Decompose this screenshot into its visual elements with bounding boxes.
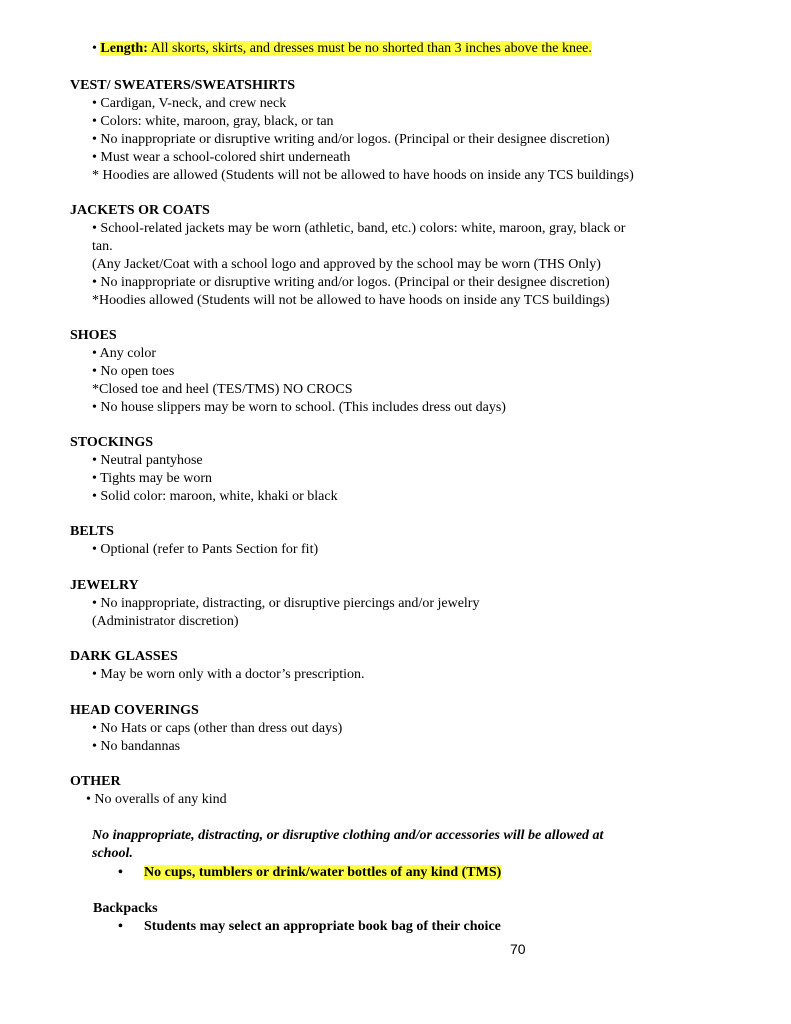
belts-heading: BELTS	[70, 524, 114, 539]
other-item: • No overalls of any kind	[86, 792, 227, 807]
vest-item: • Must wear a school-colored shirt underneath	[92, 150, 351, 165]
vest-item: • Colors: white, maroon, gray, black, or tan	[92, 114, 334, 129]
backpacks-text: Students may select an appropriate book bag of their choice	[144, 919, 501, 934]
vest-heading: VEST/ SWEATERS/SWEATSHIRTS	[70, 78, 296, 93]
vest-item: • Cardigan, V-neck, and crew neck	[92, 96, 287, 111]
jewelry-heading: JEWELRY	[70, 578, 139, 593]
head-item: • No bandannas	[92, 739, 181, 754]
jewelry-item: • No inappropriate, distracting, or disruptive piercings and/or jewelry	[92, 596, 480, 611]
stockings-item: • Solid color: maroon, white, khaki or black	[92, 489, 338, 504]
cups-text: No cups, tumblers or drink/water bottles of any kind (TMS)	[144, 865, 502, 880]
head-item: • No Hats or caps (other than dress out days)	[92, 721, 343, 736]
length-text: All skorts, skirts, and dresses must be no shorted than 3 inches above the knee.	[147, 41, 592, 56]
head-heading: HEAD COVERINGS	[70, 703, 199, 718]
page-number: 70	[510, 941, 526, 957]
shoes-item: • Any color	[92, 346, 157, 361]
jewelry-item: (Administrator discretion)	[92, 614, 239, 629]
stockings-heading: STOCKINGS	[70, 435, 153, 450]
other-note-line2: school.	[92, 846, 133, 861]
length-highlight	[100, 41, 592, 56]
belts-item: • Optional (refer to Pants Section for fit)	[92, 542, 319, 557]
vest-item: * Hoodies are allowed (Students will not be allowed to have hoods on inside any TCS buildings)	[92, 168, 634, 183]
stockings-item: • Neutral pantyhose	[92, 453, 203, 468]
vest-item: • No inappropriate or disruptive writing and/or logos. (Principal or their designee discretion)	[92, 132, 610, 147]
stockings-item: • Tights may be worn	[92, 471, 213, 486]
jackets-item: • School-related jackets may be worn (athletic, band, etc.) colors: white, maroon, gray, black or	[92, 221, 626, 236]
glasses-item: • May be worn only with a doctor’s prescription.	[92, 667, 365, 682]
backpacks-rule	[118, 918, 501, 936]
backpacks-bullet: •	[118, 919, 123, 934]
jackets-item: tan.	[92, 239, 113, 254]
jackets-item: *Hoodies allowed (Students will not be allowed to have hoods on inside any TCS buildings)	[92, 293, 610, 308]
shoes-heading: SHOES	[70, 328, 117, 343]
cups-bullet: •	[118, 865, 123, 880]
glasses-heading: DARK GLASSES	[70, 649, 178, 664]
length-label: Length:	[100, 41, 148, 56]
other-heading: OTHER	[70, 774, 121, 789]
shoes-item: • No house slippers may be worn to school. (This includes dress out days)	[92, 400, 506, 415]
jackets-item: (Any Jacket/Coat with a school logo and approved by the school may be worn (THS Only)	[92, 257, 601, 272]
shoes-item: *Closed toe and heel (TES/TMS) NO CROCS	[92, 382, 353, 397]
length-rule	[92, 40, 592, 58]
length-bullet: •	[92, 41, 97, 56]
jackets-heading: JACKETS OR COATS	[70, 203, 210, 218]
backpacks-heading: Backpacks	[93, 901, 158, 916]
other-note-line1: No inappropriate, distracting, or disruptive clothing and/or accessories will be allowed at	[92, 828, 604, 843]
shoes-item: • No open toes	[92, 364, 175, 379]
jackets-item: • No inappropriate or disruptive writing and/or logos. (Principal or their designee discretion)	[92, 275, 610, 290]
cups-rule	[118, 864, 501, 882]
